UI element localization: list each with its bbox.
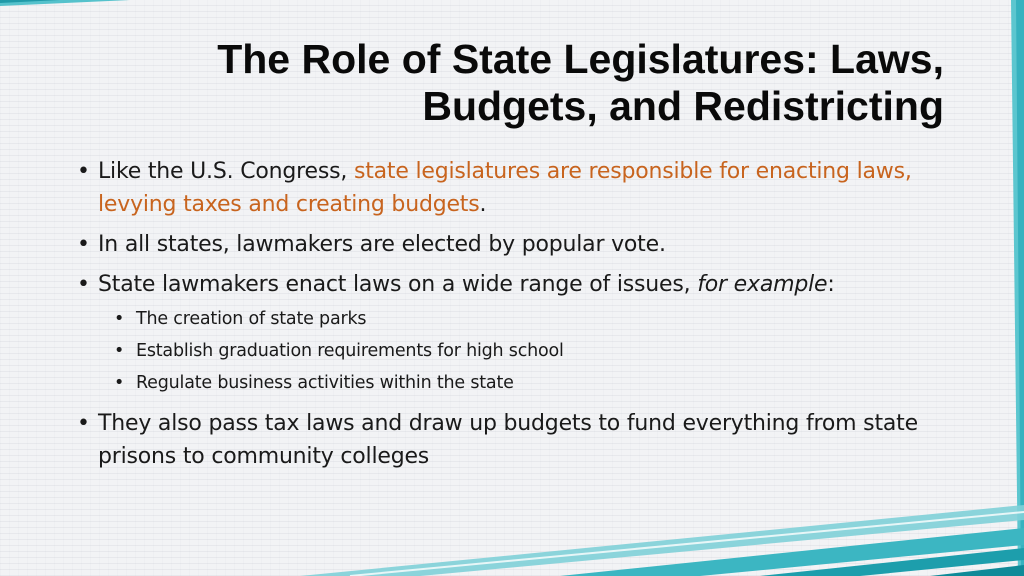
slide-title xyxy=(64,36,944,130)
bullet-icon: • xyxy=(77,411,90,436)
bullet-text: Like the U.S. Congress, xyxy=(98,159,354,184)
bullet-list xyxy=(77,155,947,480)
bullet-icon: • xyxy=(77,272,90,297)
sub-bullet-item xyxy=(114,367,947,399)
bullet-text: They also pass tax laws and draw up budgets to fund everything from state prisons to community colleges xyxy=(98,411,918,469)
bullet-highlight: state legislatures are responsible for enacting laws, levying taxes and creating budgets xyxy=(98,159,912,217)
bullet-item xyxy=(77,228,947,261)
sub-bullet-text: The creation of state parks xyxy=(136,309,367,329)
title-line-1: The Role of State Legislatures: Laws, xyxy=(217,36,944,82)
bullet-text: State lawmakers enact laws on a wide range of issues, xyxy=(98,272,698,297)
sub-bullet-item xyxy=(114,303,947,335)
bullet-text: In all states, lawmakers are elected by popular vote. xyxy=(98,232,666,257)
bullet-item xyxy=(77,407,947,473)
bullet-icon: • xyxy=(77,159,90,184)
sub-bullet-icon: • xyxy=(114,373,125,393)
bullet-item xyxy=(77,155,947,221)
sub-bullet-icon: • xyxy=(114,341,125,361)
sub-bullet-text: Regulate business activities within the state xyxy=(136,373,514,393)
sub-bullet-item xyxy=(114,335,947,367)
bullet-item xyxy=(77,268,947,301)
bullet-text-end: . xyxy=(479,192,487,217)
sub-bullet-list xyxy=(114,303,947,399)
sub-bullet-text: Establish graduation requirements for high school xyxy=(136,341,564,361)
sub-bullet-icon: • xyxy=(114,309,125,329)
bullet-emphasis: for example xyxy=(697,272,828,297)
title-line-2: Budgets, and Redistricting xyxy=(422,83,944,129)
bullet-text-end: : xyxy=(827,272,835,297)
bullet-icon: • xyxy=(77,232,90,257)
